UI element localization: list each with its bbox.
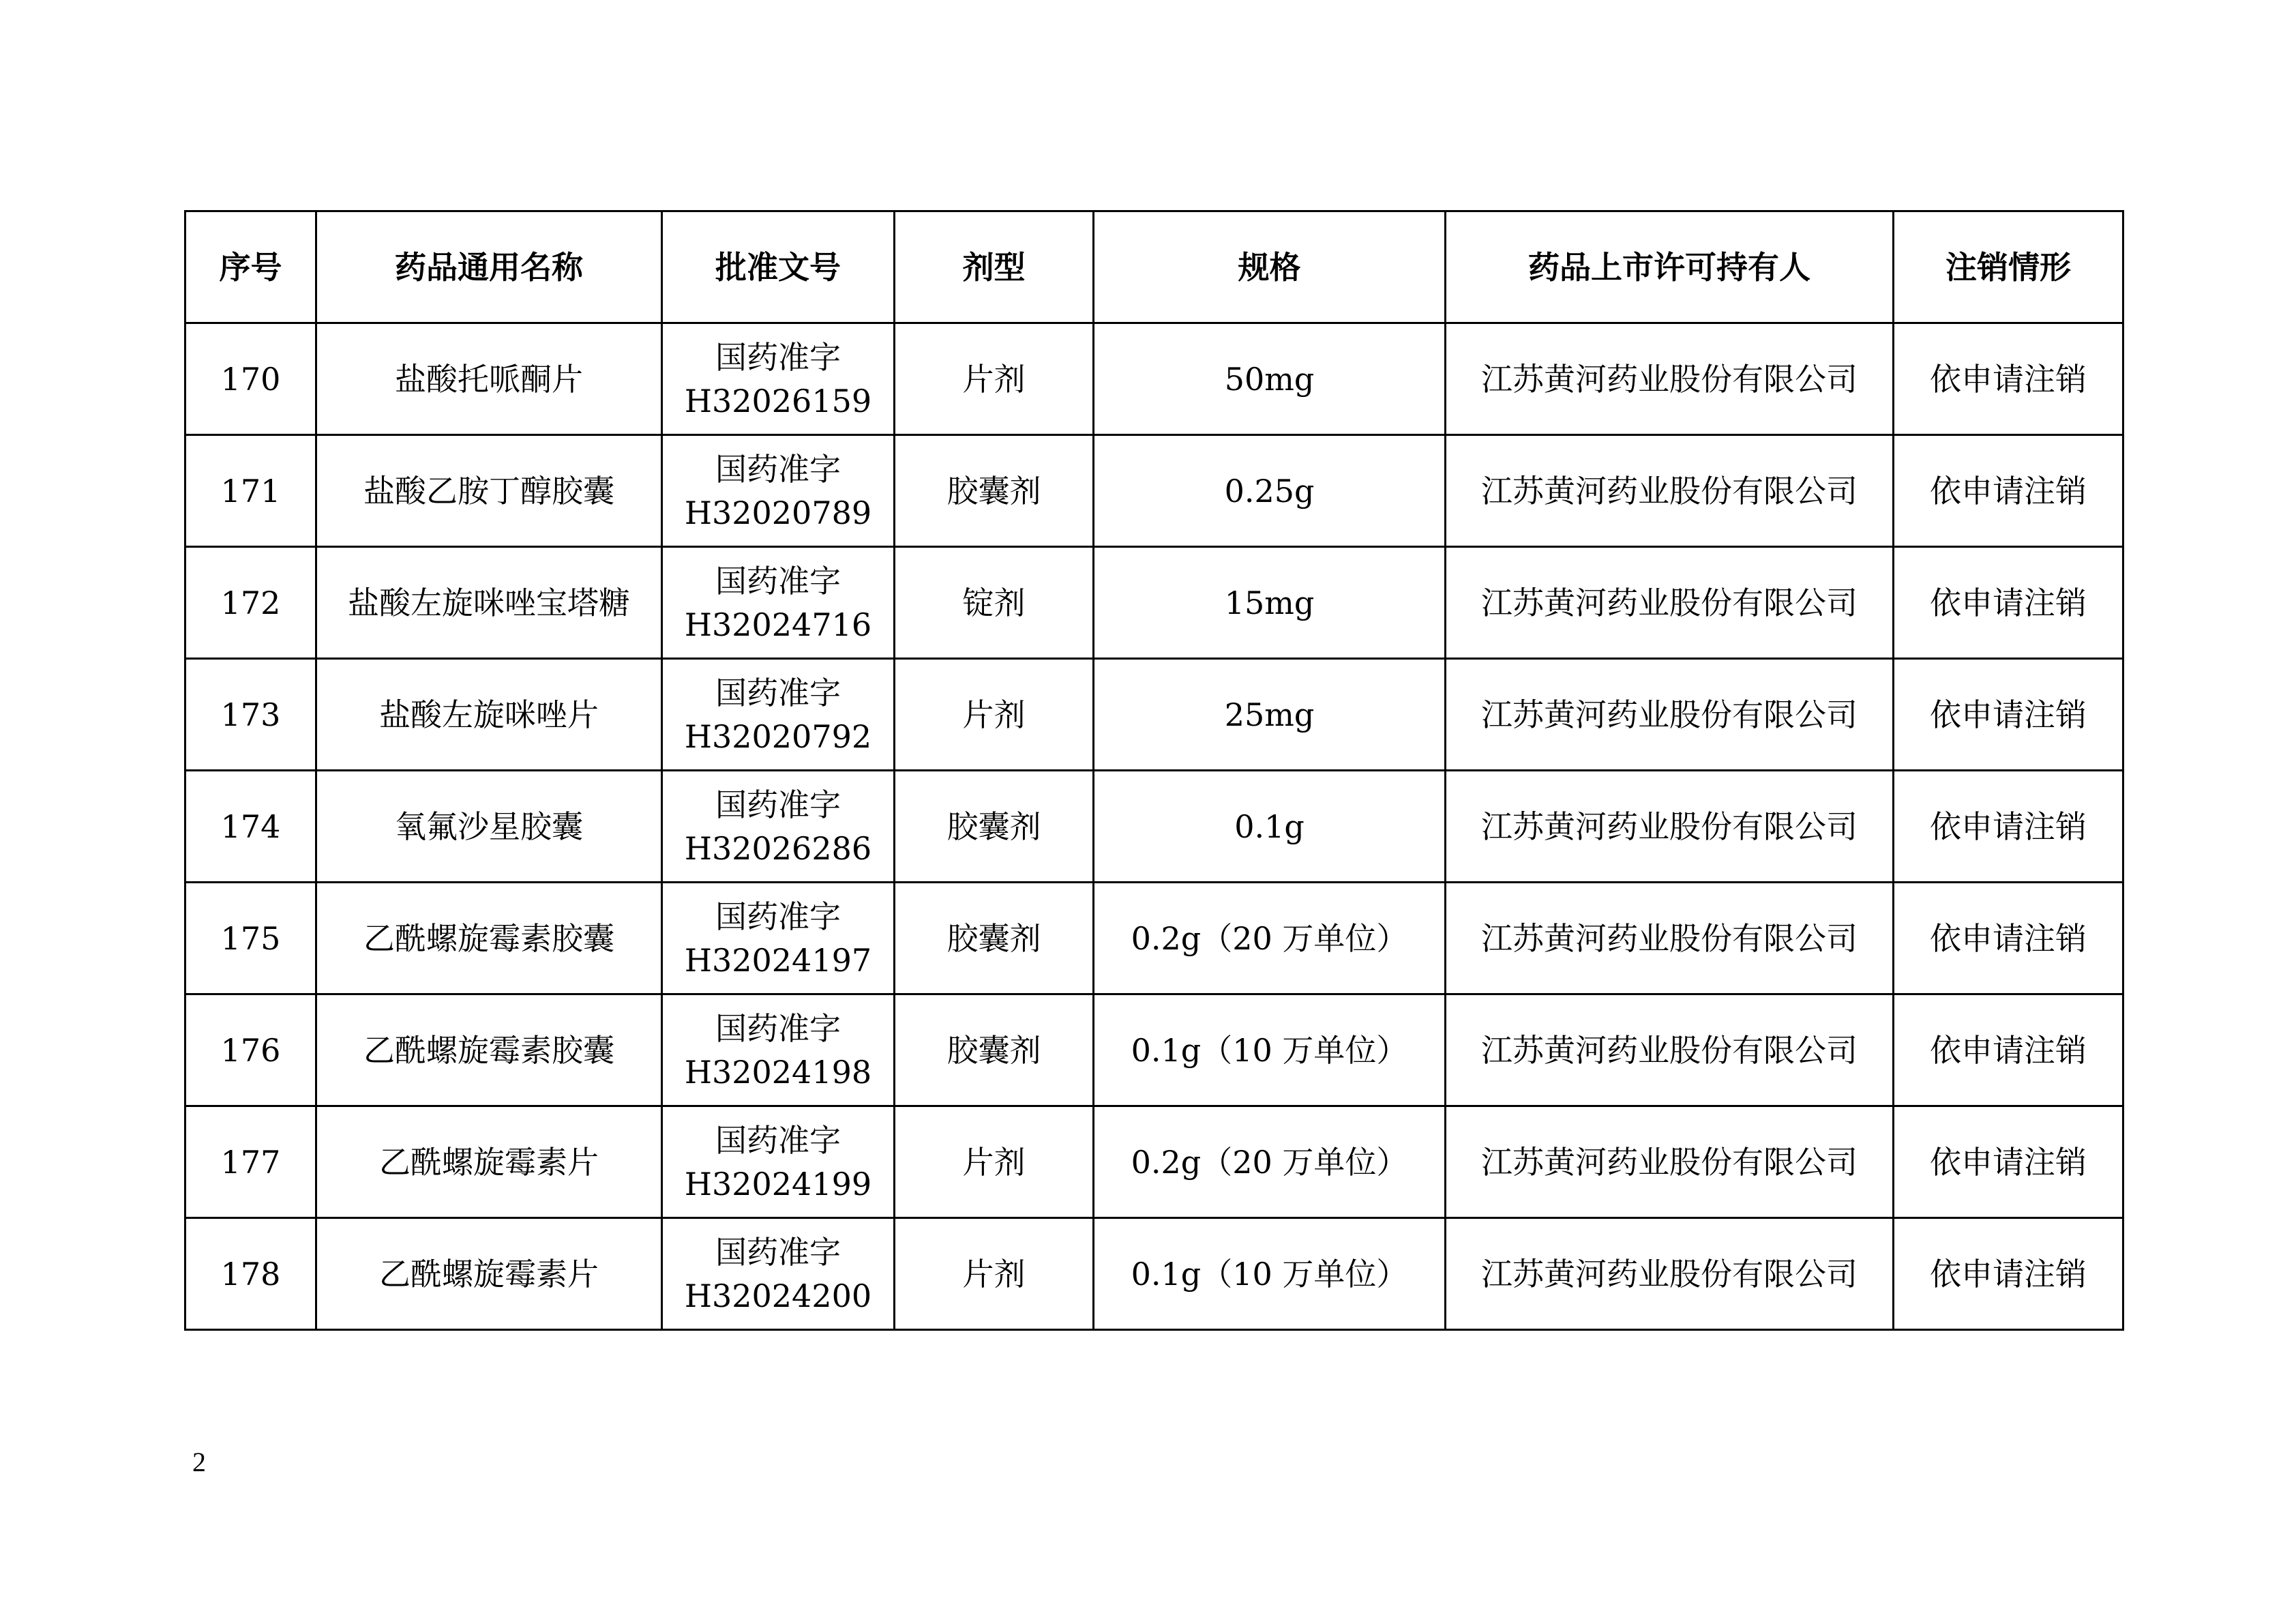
header-license-holder: 药品上市许可持有人 (1446, 211, 1894, 323)
generic-name-cell: 氧氟沙星胶囊 (316, 771, 662, 883)
approval-prefix: 国药准字 (715, 1121, 841, 1159)
license-holder-cell: 江苏黄河药业股份有限公司 (1446, 547, 1894, 659)
serial-number-cell: 176 (185, 994, 316, 1106)
specification-cell: 0.2g（20 万单位） (1094, 1106, 1446, 1218)
header-dosage-form: 剂型 (895, 211, 1094, 323)
cancellation-reason-cell: 依申请注销 (1894, 323, 2123, 435)
approval-number-cell (662, 1218, 895, 1330)
approval-code: H32026159 (684, 382, 872, 419)
header-specification: 规格 (1094, 211, 1446, 323)
generic-name-cell: 盐酸托哌酮片 (316, 323, 662, 435)
approval-number-cell (662, 435, 895, 547)
header-generic-name: 药品通用名称 (316, 211, 662, 323)
cancellation-reason-cell: 依申请注销 (1894, 1106, 2123, 1218)
dosage-form-cell: 胶囊剂 (895, 883, 1094, 994)
approval-code: H32024199 (684, 1165, 872, 1202)
approval-prefix: 国药准字 (715, 674, 841, 711)
generic-name-cell: 盐酸乙胺丁醇胶囊 (316, 435, 662, 547)
table-header-row (185, 211, 2123, 323)
table-row (185, 1218, 2123, 1330)
generic-name-cell: 乙酰螺旋霉素片 (316, 1106, 662, 1218)
approval-code: H32024716 (684, 606, 872, 643)
header-serial-number: 序号 (185, 211, 316, 323)
specification-cell: 50mg (1094, 323, 1446, 435)
cancellation-reason-cell: 依申请注销 (1894, 659, 2123, 771)
approval-prefix: 国药准字 (715, 562, 841, 600)
serial-number-cell: 170 (185, 323, 316, 435)
table-row (185, 1106, 2123, 1218)
approval-prefix: 国药准字 (715, 786, 841, 823)
approval-prefix: 国药准字 (715, 450, 841, 488)
license-holder-cell: 江苏黄河药业股份有限公司 (1446, 435, 1894, 547)
generic-name-cell: 乙酰螺旋霉素片 (316, 1218, 662, 1330)
dosage-form-cell: 片剂 (895, 1218, 1094, 1330)
table-row (185, 659, 2123, 771)
license-holder-cell: 江苏黄河药业股份有限公司 (1446, 1106, 1894, 1218)
license-holder-cell: 江苏黄河药业股份有限公司 (1446, 771, 1894, 883)
table-row (185, 323, 2123, 435)
specification-cell: 0.1g（10 万单位） (1094, 1218, 1446, 1330)
table-row (185, 994, 2123, 1106)
serial-number-cell: 171 (185, 435, 316, 547)
license-holder-cell: 江苏黄河药业股份有限公司 (1446, 659, 1894, 771)
specification-cell: 0.25g (1094, 435, 1446, 547)
table-body (185, 323, 2123, 1330)
specification-cell: 25mg (1094, 659, 1446, 771)
header-approval-number: 批准文号 (662, 211, 895, 323)
approval-code: H32024200 (684, 1277, 872, 1314)
approval-prefix: 国药准字 (715, 1233, 841, 1271)
generic-name-cell: 乙酰螺旋霉素胶囊 (316, 994, 662, 1106)
dosage-form-cell: 锭剂 (895, 547, 1094, 659)
approval-number-cell (662, 659, 895, 771)
page-number: 2 (192, 1447, 206, 1477)
approval-prefix: 国药准字 (715, 1009, 841, 1047)
drug-cancellation-table (184, 210, 2124, 1331)
dosage-form-cell: 片剂 (895, 659, 1094, 771)
approval-code: H32020792 (684, 718, 872, 755)
approval-number-cell (662, 883, 895, 994)
cancellation-reason-cell: 依申请注销 (1894, 435, 2123, 547)
approval-code: H32026286 (684, 829, 872, 867)
dosage-form-cell: 胶囊剂 (895, 435, 1094, 547)
dosage-form-cell: 片剂 (895, 323, 1094, 435)
approval-number-cell (662, 994, 895, 1106)
serial-number-cell: 174 (185, 771, 316, 883)
generic-name-cell: 盐酸左旋咪唑宝塔糖 (316, 547, 662, 659)
serial-number-cell: 172 (185, 547, 316, 659)
serial-number-cell: 175 (185, 883, 316, 994)
approval-number-cell (662, 1106, 895, 1218)
approval-number-cell (662, 547, 895, 659)
license-holder-cell: 江苏黄河药业股份有限公司 (1446, 1218, 1894, 1330)
cancellation-reason-cell: 依申请注销 (1894, 547, 2123, 659)
table-row (185, 771, 2123, 883)
approval-prefix: 国药准字 (715, 898, 841, 935)
dosage-form-cell: 胶囊剂 (895, 771, 1094, 883)
license-holder-cell: 江苏黄河药业股份有限公司 (1446, 994, 1894, 1106)
dosage-form-cell: 胶囊剂 (895, 994, 1094, 1106)
approval-code: H32020789 (684, 494, 872, 531)
specification-cell: 0.1g（10 万单位） (1094, 994, 1446, 1106)
generic-name-cell: 盐酸左旋咪唑片 (316, 659, 662, 771)
table-row (185, 547, 2123, 659)
approval-number-cell (662, 323, 895, 435)
dosage-form-cell: 片剂 (895, 1106, 1094, 1218)
serial-number-cell: 178 (185, 1218, 316, 1330)
table-row (185, 435, 2123, 547)
serial-number-cell: 173 (185, 659, 316, 771)
table-row (185, 883, 2123, 994)
cancellation-reason-cell: 依申请注销 (1894, 771, 2123, 883)
cancellation-reason-cell: 依申请注销 (1894, 883, 2123, 994)
specification-cell: 0.1g (1094, 771, 1446, 883)
generic-name-cell: 乙酰螺旋霉素胶囊 (316, 883, 662, 994)
header-cancellation-reason: 注销情形 (1894, 211, 2123, 323)
license-holder-cell: 江苏黄河药业股份有限公司 (1446, 883, 1894, 994)
approval-prefix: 国药准字 (715, 338, 841, 376)
serial-number-cell: 177 (185, 1106, 316, 1218)
cancellation-reason-cell: 依申请注销 (1894, 994, 2123, 1106)
specification-cell: 15mg (1094, 547, 1446, 659)
approval-code: H32024197 (684, 941, 872, 979)
cancellation-reason-cell: 依申请注销 (1894, 1218, 2123, 1330)
license-holder-cell: 江苏黄河药业股份有限公司 (1446, 323, 1894, 435)
approval-code: H32024198 (684, 1053, 872, 1091)
approval-number-cell (662, 771, 895, 883)
specification-cell: 0.2g（20 万单位） (1094, 883, 1446, 994)
